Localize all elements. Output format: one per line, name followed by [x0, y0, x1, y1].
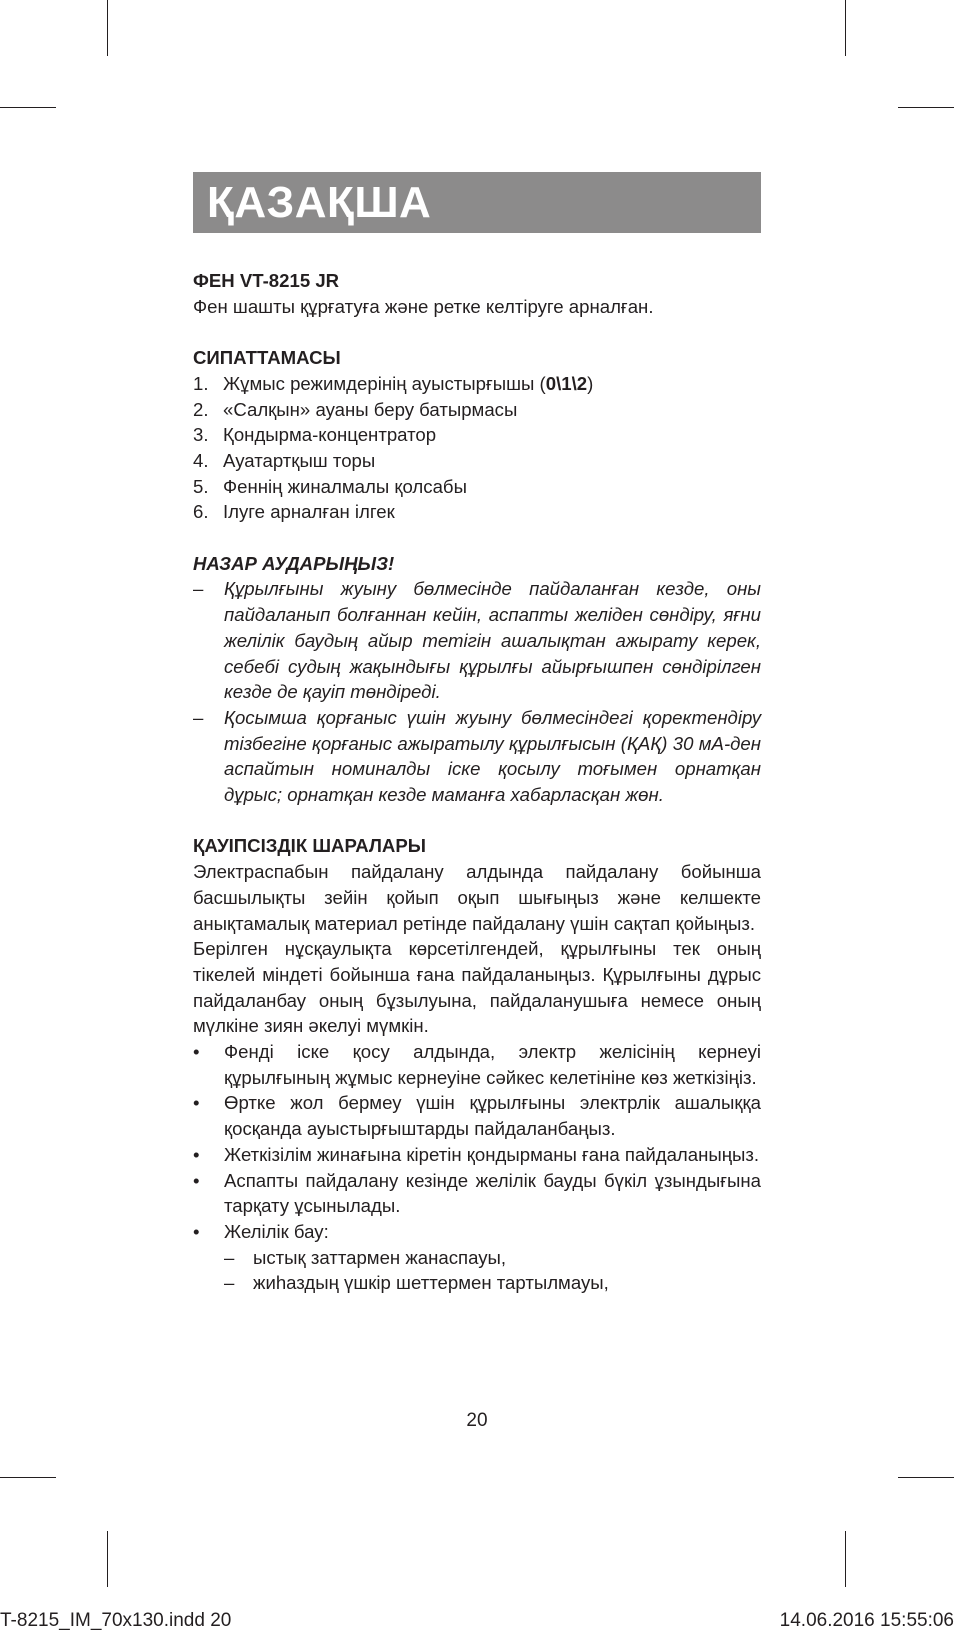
list-item	[193, 474, 761, 500]
dash-marker: –	[224, 1246, 235, 1268]
crop-mark	[898, 107, 954, 108]
list-item	[193, 499, 761, 525]
list-item	[193, 705, 761, 808]
bullet-text: Өртке жол бермеу үшін құрылғыны электрлік ашалыққа қосқанда ауыстырғыштарды пайдаланбаңыз.	[224, 1092, 761, 1140]
item-text: Ілуге арналған ілгек	[223, 501, 395, 523]
safety-heading: ҚАУІПСІЗДІК ШАРАЛАРЫ	[193, 835, 426, 857]
bullet-text: Аспапты пайдалану кезінде желілік бауды бүкіл ұзындығына тарқату ұсынылады.	[224, 1169, 761, 1217]
list-item	[193, 1039, 761, 1090]
bullet-text: Жеткізілім жинағына кіретін қондырманы ғана пайдаланыңыз.	[224, 1143, 760, 1165]
item-text: Жұмыс режимдерінің ауыстырғышы (0\1\2)	[223, 372, 594, 394]
list-item	[193, 422, 761, 448]
description-list	[193, 371, 761, 525]
crop-mark	[107, 0, 108, 56]
dash-marker: –	[193, 578, 204, 600]
dash-marker: –	[224, 1272, 235, 1294]
crop-mark	[898, 1477, 954, 1478]
list-item	[193, 371, 761, 397]
list-item	[193, 1168, 761, 1219]
item-text: Ауатартқыш торы	[223, 449, 376, 471]
list-item	[193, 1219, 761, 1245]
bullet-marker: •	[193, 1041, 200, 1063]
crop-mark	[0, 1477, 56, 1478]
bullet-text: Желілік бау:	[224, 1220, 329, 1242]
print-slug-date: 14.06.2016 15:55:06	[779, 1610, 954, 1631]
product-title: ФЕН VT-8215 JR	[193, 270, 340, 291]
crop-mark	[0, 107, 56, 108]
page-number: 20	[466, 1410, 488, 1431]
item-text: Қондырма-концентратор	[223, 424, 437, 446]
item-text: Феннің жиналмалы қолсабы	[223, 475, 467, 497]
list-item	[193, 1245, 761, 1271]
sub-item-text: ыстық заттармен жанаспауы,	[253, 1246, 507, 1268]
safety-paragraph: Берілген нұсқаулықта көрсетілгендей, құрылғыны тек оның тікелей міндеті бойынша ғана пайдаланыңыз. Құрылғыны дұрыс пайдаланбау оның бұзылуына, пайдаланушыға немесе оның мүлкіне зиян әкелуі мүмкін.	[193, 938, 761, 1037]
dash-marker: –	[193, 706, 204, 728]
sub-item-text: жиһаздың үшкір шеттермен тартылмауы,	[253, 1272, 609, 1294]
description-heading: СИПАТТАМАСЫ	[193, 347, 341, 369]
safety-bullets	[193, 1039, 761, 1245]
item-number: 3.	[193, 424, 209, 446]
item-number: 2.	[193, 398, 209, 420]
list-item	[193, 448, 761, 474]
crop-mark	[107, 1531, 108, 1587]
language-title: ҚАЗАҚША	[207, 178, 432, 227]
list-item	[193, 397, 761, 423]
page-content	[193, 268, 761, 1296]
list-item	[193, 576, 761, 705]
print-slug-file: T-8215_IM_70x130.indd 20	[0, 1610, 232, 1631]
bullet-marker: •	[193, 1220, 200, 1242]
attention-list	[193, 576, 761, 807]
crop-mark	[845, 0, 846, 56]
list-item	[193, 1090, 761, 1141]
cord-sublist	[193, 1245, 761, 1296]
item-number: 4.	[193, 449, 209, 471]
bullet-marker: •	[193, 1092, 200, 1114]
bullet-text: Фенді іске қосу алдында, электр желісінің кернеуі құрылғының жұмыс кернеуіне сәйкес келетініне көз жеткізіңіз.	[224, 1041, 761, 1088]
attention-text: Қосымша қорғаныс үшін жуыну бөлмесіндегі қоректендіру тізбегіне қорғаныс ажыратылу құрылғысын (ҚАҚ) 30 мА-ден аспайтын номиналды іске қосылу тоғымен орнатқан дұрыс; орнатқан кезде маманға хабарласқан жөн.	[224, 706, 761, 806]
list-item	[193, 1142, 761, 1168]
safety-paragraph: Электраспабын пайдалану алдында пайдалану бойынша басшылықты зейін қойып оқып шығыңыз және келшекте анықтамалық материал ретінде пайдалану үшін сақтап қойыңыз.	[193, 861, 761, 934]
bullet-marker: •	[193, 1169, 200, 1191]
bullet-marker: •	[193, 1143, 200, 1165]
crop-mark	[845, 1531, 846, 1587]
item-number: 6.	[193, 501, 209, 523]
item-text: «Салқын» ауаны беру батырмасы	[223, 398, 518, 420]
attention-text: Құрылғыны жуыну бөлмесінде пайдаланған кезде, оны пайдаланып болғаннан кейін, аспапты желіден сөндіру, яғни желілік баудың айыр тетігін ашалықтан ажырату керек, себебі судың жақындығы құрылғы айырғышпен сөндірілген кезде де қауіп төндіреді.	[224, 578, 761, 703]
list-item	[193, 1270, 761, 1296]
item-number: 1.	[193, 372, 209, 394]
product-intro: Фен шашты құрғатуға және ретке келтіруге арналған.	[193, 295, 654, 317]
attention-heading: НАЗАР АУДАРЫҢЫЗ!	[193, 552, 395, 574]
language-header-band	[193, 172, 761, 233]
item-number: 5.	[193, 475, 209, 497]
